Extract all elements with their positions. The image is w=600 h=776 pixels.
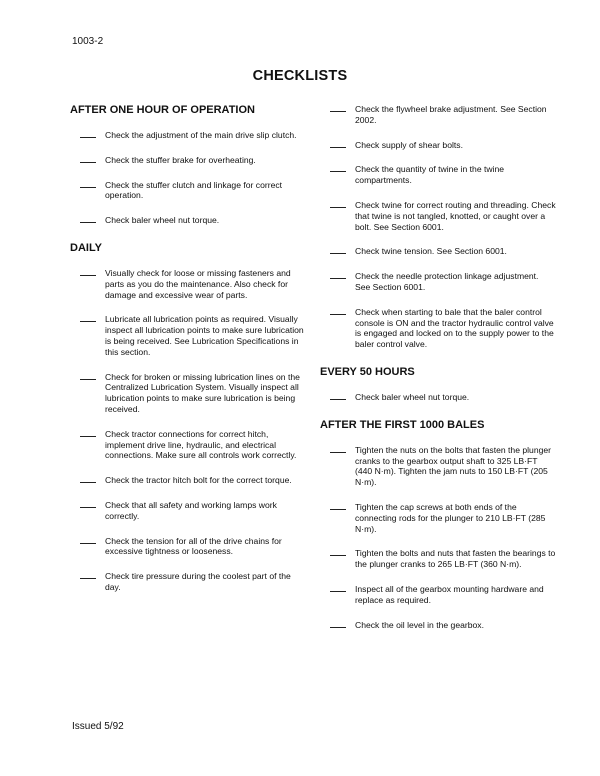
- item-text: Check the oil level in the gearbox.: [355, 619, 484, 630]
- item-text: Check tractor connections for correct hitch, implement drive line, hydraulic, and electrical connections. Make sure all controls work correctly.: [105, 428, 297, 461]
- item-text: Check the tension for all of the drive chains for excessive tightness or looseness.: [105, 535, 282, 557]
- checklist-item: [320, 246, 556, 257]
- checkbox-line[interactable]: [80, 429, 96, 437]
- item-text: Check supply of shear bolts.: [355, 139, 463, 150]
- checkbox-line[interactable]: [330, 140, 346, 148]
- checklist-item: [70, 155, 306, 166]
- checkbox-line[interactable]: [330, 392, 346, 400]
- item-text: Visually check for loose or missing fasteners and parts as you do the maintenance. Also check for damage and excessive wear of parts.: [105, 267, 291, 300]
- checkbox-line[interactable]: [80, 180, 96, 188]
- checklist-item: [320, 502, 556, 534]
- checklist-item: [70, 571, 306, 593]
- footer-issued: Issued 5/92: [72, 721, 124, 732]
- checklist-section: [320, 419, 556, 631]
- checkbox-line[interactable]: [80, 268, 96, 276]
- checkbox-line[interactable]: [330, 502, 346, 510]
- checklist-section: [320, 366, 556, 403]
- checkbox-line[interactable]: [330, 307, 346, 315]
- item-text: Tighten the cap screws at both ends of the connecting rods for the plunger to 210 LB·FT (285 N·m).: [355, 501, 546, 534]
- checklist-section: [70, 242, 306, 593]
- item-text: Check that all safety and working lamps work correctly.: [105, 499, 277, 521]
- checkbox-line[interactable]: [330, 620, 346, 628]
- checklist-item: [70, 500, 306, 522]
- checklist-item: [320, 164, 556, 186]
- page-number: 1003-2: [72, 36, 104, 47]
- checkbox-line[interactable]: [80, 571, 96, 579]
- checklist-item: [70, 429, 306, 461]
- section-heading: AFTER THE FIRST 1000 BALES: [320, 418, 485, 431]
- item-text: Check for broken or missing lubrication lines on the Centralized Lubrication System. Visually inspect all lubrication points to make sure lubrication is being received.: [105, 371, 300, 414]
- checkbox-line[interactable]: [80, 314, 96, 322]
- checklist-item: [320, 548, 556, 570]
- checkbox-line[interactable]: [330, 445, 346, 453]
- checklist-item: [320, 140, 556, 151]
- checklist-item: [320, 445, 556, 488]
- checklist-section: [320, 104, 556, 350]
- checklist-section: [70, 104, 306, 226]
- checkbox-line[interactable]: [80, 215, 96, 223]
- item-text: Check twine for correct routing and threading. Check that twine is not tangled, knotted, or caught over a bolt. See Section 6001.: [355, 199, 556, 232]
- checklist-item: [320, 392, 556, 403]
- checkbox-line[interactable]: [330, 584, 346, 592]
- left-column: [70, 104, 306, 609]
- checklist-item: [70, 536, 306, 558]
- item-text: Inspect all of the gearbox mounting hardware and replace as required.: [355, 583, 544, 605]
- item-text: Check the flywheel brake adjustment. See Section 2002.: [355, 104, 547, 125]
- checkbox-line[interactable]: [330, 246, 346, 254]
- item-text: Tighten the bolts and nuts that fasten the bearings to the plunger cranks to 265 LB·FT (360 N·m).: [355, 548, 556, 570]
- right-column: [320, 104, 556, 646]
- checkbox-line[interactable]: [80, 372, 96, 380]
- checklist-item: [320, 584, 556, 606]
- checklist-item: [320, 104, 556, 126]
- checklist-item: [70, 130, 306, 141]
- checkbox-line[interactable]: [80, 155, 96, 163]
- item-text: Check the stuffer clutch and linkage for correct operation.: [105, 179, 283, 201]
- checklist-item: [70, 268, 306, 300]
- item-text: Check when starting to bale that the baler control console is ON and the tractor hydraulic control valve is engaged and locked on to the supply power to the baler control valve.: [355, 306, 554, 350]
- checkbox-line[interactable]: [80, 536, 96, 544]
- checklist-item: [320, 271, 556, 293]
- page-title: CHECKLISTS: [252, 68, 348, 84]
- checkbox-line[interactable]: [330, 164, 346, 172]
- section-heading: DAILY: [70, 241, 102, 254]
- item-text: Tighten the nuts on the bolts that fasten the plunger cranks to the gearbox output shaft to 325 LB·FT (440 N·m). Tighten the jam nuts to 150 LB·FT (205 N·m).: [355, 444, 552, 488]
- item-text: Check the quantity of twine in the twine compartments.: [355, 164, 505, 186]
- checklist-item: [70, 475, 306, 486]
- item-text: Check the tractor hitch bolt for the correct torque.: [105, 475, 292, 486]
- checklist-item: [70, 314, 306, 357]
- checkbox-line[interactable]: [330, 548, 346, 556]
- item-text: Check baler wheel nut torque.: [105, 215, 220, 226]
- checklist-item: [70, 372, 306, 415]
- item-text: Check baler wheel nut torque.: [355, 391, 470, 402]
- checklist-item: [320, 200, 556, 232]
- checklist-item: [70, 180, 306, 202]
- checklist-item: [320, 620, 556, 631]
- checkbox-line[interactable]: [80, 475, 96, 483]
- item-text: Lubricate all lubrication points as required. Visually inspect all lubrication points to make sure lubrication is being received. See Lubrication Specifications in this section.: [105, 314, 304, 357]
- section-heading: AFTER ONE HOUR OF OPERATION: [70, 104, 255, 116]
- checkbox-line[interactable]: [330, 271, 346, 279]
- checkbox-line[interactable]: [330, 200, 346, 208]
- item-text: Check the needle protection linkage adjustment. See Section 6001.: [355, 271, 539, 292]
- item-text: Check the adjustment of the main drive slip clutch.: [105, 130, 297, 140]
- checklist-item: [320, 307, 556, 350]
- item-text: Check twine tension. See Section 6001.: [355, 246, 507, 257]
- checkbox-line[interactable]: [80, 500, 96, 508]
- checkbox-line[interactable]: [330, 104, 346, 112]
- section-heading: EVERY 50 HOURS: [320, 365, 415, 378]
- item-text: Check the stuffer brake for overheating.: [105, 154, 256, 165]
- item-text: Check tire pressure during the coolest part of the day.: [105, 571, 291, 592]
- checklist-item: [70, 215, 306, 226]
- checkbox-line[interactable]: [80, 130, 96, 138]
